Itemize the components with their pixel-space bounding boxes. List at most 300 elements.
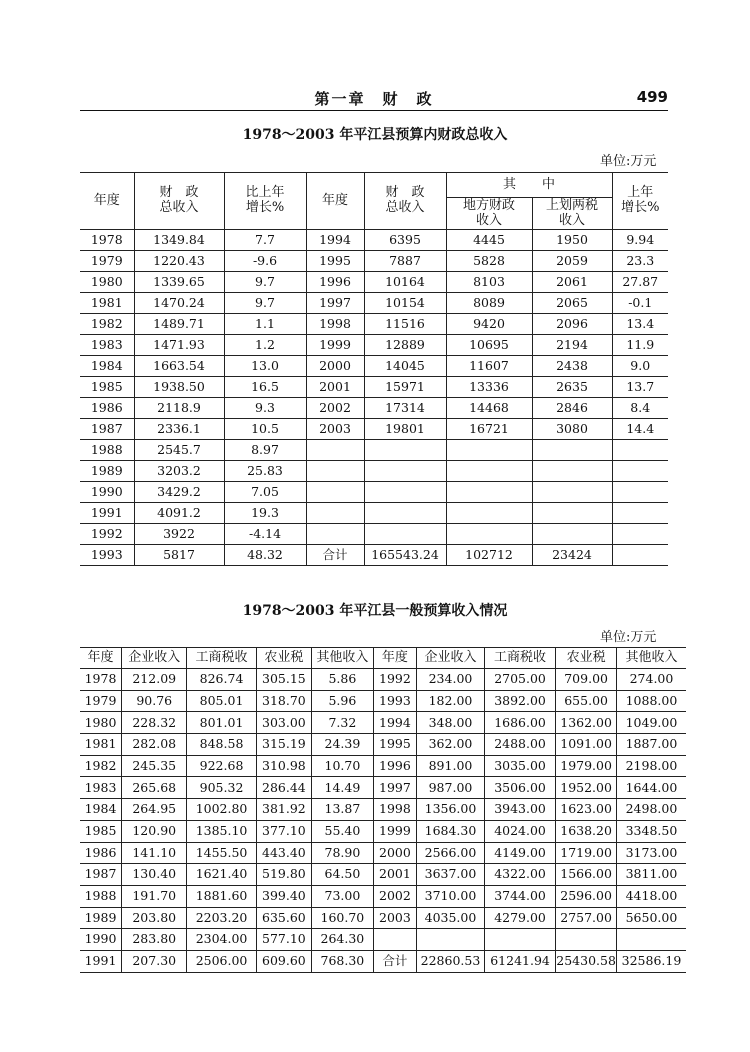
- table-cell: 1995: [373, 734, 416, 756]
- table-row: [80, 929, 686, 951]
- table-cell: [306, 482, 364, 503]
- table-cell: 4024.00: [484, 820, 555, 842]
- table-row: [80, 864, 686, 886]
- table-cell: 9.94: [612, 230, 668, 251]
- table-cell: 203.80: [122, 907, 187, 929]
- table-row: [80, 377, 668, 398]
- table-cell: 1996: [306, 272, 364, 293]
- table-cell: 61241.94: [484, 950, 555, 972]
- table-cell: 228.32: [122, 712, 187, 734]
- table-cell: 102712: [446, 545, 532, 566]
- table-row: [80, 669, 686, 691]
- table1-header-growth: 比上年 增长%: [224, 173, 306, 230]
- table-cell: 3173.00: [616, 842, 686, 864]
- table-cell: 120.90: [122, 820, 187, 842]
- table-cell: 303.00: [256, 712, 311, 734]
- table-cell: [364, 440, 446, 461]
- table-cell: [446, 503, 532, 524]
- table-cell: 1998: [306, 314, 364, 335]
- table-cell: 2003: [306, 419, 364, 440]
- table-cell: 1220.43: [134, 251, 224, 272]
- table-row: [80, 777, 686, 799]
- table-cell: 1566.00: [556, 864, 617, 886]
- table-cell: 2194: [532, 335, 612, 356]
- table1-header-total: 财 政 总收入: [134, 173, 224, 230]
- table-cell: 3203.2: [134, 461, 224, 482]
- table-cell: [306, 461, 364, 482]
- table-cell: 1996: [373, 755, 416, 777]
- table-cell: 17314: [364, 398, 446, 419]
- table-cell: 14045: [364, 356, 446, 377]
- table-cell: 443.40: [256, 842, 311, 864]
- table-cell: [612, 482, 668, 503]
- table-cell: [446, 461, 532, 482]
- table-cell: 801.01: [187, 712, 256, 734]
- table-cell: 1979: [80, 251, 134, 272]
- table-cell: 130.40: [122, 864, 187, 886]
- table1-header-local: 地方财政 收入: [446, 198, 532, 230]
- table-cell: [532, 503, 612, 524]
- table-cell: 16.5: [224, 377, 306, 398]
- table-cell: 25.83: [224, 461, 306, 482]
- table-cell: 234.00: [417, 669, 485, 691]
- table-cell: 合计: [306, 545, 364, 566]
- table-cell: 2566.00: [417, 842, 485, 864]
- table-cell: 1983: [80, 335, 134, 356]
- table-cell: 4091.2: [134, 503, 224, 524]
- table-cell: 709.00: [556, 669, 617, 691]
- table-cell: 1719.00: [556, 842, 617, 864]
- table-cell: 1887.00: [616, 734, 686, 756]
- table-row: [80, 690, 686, 712]
- table-cell: 1049.00: [616, 712, 686, 734]
- table-cell: -0.1: [612, 293, 668, 314]
- table-cell: 1986: [80, 842, 122, 864]
- table2-header-cell: 工商税收: [187, 648, 256, 669]
- table-cell: 5.96: [312, 690, 374, 712]
- table-row: [80, 356, 668, 377]
- table-cell: 9.0: [612, 356, 668, 377]
- table-cell: 768.30: [312, 950, 374, 972]
- table-cell: 1980: [80, 712, 122, 734]
- table-cell: 1989: [80, 461, 134, 482]
- table2-title: 1978～2003 年平江县一般预算收入情况: [242, 603, 508, 619]
- table-cell: 3429.2: [134, 482, 224, 503]
- table-cell: [612, 461, 668, 482]
- table-row: [80, 799, 686, 821]
- table-cell: 265.68: [122, 777, 187, 799]
- table-row: [80, 712, 686, 734]
- table-cell: 3035.00: [484, 755, 555, 777]
- table-cell: [446, 482, 532, 503]
- table-cell: 3710.00: [417, 885, 485, 907]
- table-cell: 1684.30: [417, 820, 485, 842]
- table-row: [80, 482, 668, 503]
- table-cell: 4279.00: [484, 907, 555, 929]
- table2-header-cell: 农业税: [256, 648, 311, 669]
- table-cell: 2635: [532, 377, 612, 398]
- table-row: [80, 907, 686, 929]
- table-cell: 274.00: [616, 669, 686, 691]
- table-cell: 2003: [373, 907, 416, 929]
- table-cell: 160.70: [312, 907, 374, 929]
- table-cell: 3348.50: [616, 820, 686, 842]
- table-cell: 2498.00: [616, 799, 686, 821]
- table-cell: 1982: [80, 755, 122, 777]
- table-cell: 1978: [80, 669, 122, 691]
- table2-header-cell: 工商税收: [484, 648, 555, 669]
- table-cell: 1979.00: [556, 755, 617, 777]
- table-cell: 2488.00: [484, 734, 555, 756]
- table-cell: 7887: [364, 251, 446, 272]
- table2-header-cell: 年度: [373, 648, 416, 669]
- table-cell: 1998: [373, 799, 416, 821]
- table-cell: 3744.00: [484, 885, 555, 907]
- table-cell: 3943.00: [484, 799, 555, 821]
- table-cell: 1002.80: [187, 799, 256, 821]
- table-cell: 48.32: [224, 545, 306, 566]
- table-cell: 2001: [373, 864, 416, 886]
- table-cell: [373, 929, 416, 951]
- table-cell: 12889: [364, 335, 446, 356]
- table-cell: -9.6: [224, 251, 306, 272]
- table-cell: 2065: [532, 293, 612, 314]
- table-cell: 3811.00: [616, 864, 686, 886]
- table-cell: 1339.65: [134, 272, 224, 293]
- table-cell: 23.3: [612, 251, 668, 272]
- table-cell: 11607: [446, 356, 532, 377]
- table-cell: 8103: [446, 272, 532, 293]
- table1-header-year: 年度: [80, 173, 134, 230]
- table-cell: 245.35: [122, 755, 187, 777]
- table-cell: 8.97: [224, 440, 306, 461]
- table-cell: 1999: [373, 820, 416, 842]
- table-cell: 4445: [446, 230, 532, 251]
- table-cell: 305.15: [256, 669, 311, 691]
- table-cell: 32586.19: [616, 950, 686, 972]
- table-cell: 1978: [80, 230, 134, 251]
- table-cell: [446, 524, 532, 545]
- table-cell: 19801: [364, 419, 446, 440]
- table-cell: 1985: [80, 820, 122, 842]
- table-cell: 4149.00: [484, 842, 555, 864]
- table-cell: [612, 524, 668, 545]
- table-cell: 609.60: [256, 950, 311, 972]
- table1-body: [80, 230, 668, 566]
- table-cell: 283.80: [122, 929, 187, 951]
- table-cell: 24.39: [312, 734, 374, 756]
- table-cell: 10164: [364, 272, 446, 293]
- table-cell: 1470.24: [134, 293, 224, 314]
- table-cell: [616, 929, 686, 951]
- table-cell: 207.30: [122, 950, 187, 972]
- table1-header-year2: 年度: [306, 173, 364, 230]
- table-row: [80, 524, 668, 545]
- table-cell: 1349.84: [134, 230, 224, 251]
- table-cell: 13336: [446, 377, 532, 398]
- table-cell: 922.68: [187, 755, 256, 777]
- table-cell: 182.00: [417, 690, 485, 712]
- table-row: [80, 950, 686, 972]
- table-row: [80, 734, 686, 756]
- table-cell: 141.10: [122, 842, 187, 864]
- table-row: [80, 842, 686, 864]
- table-cell: 2203.20: [187, 907, 256, 929]
- table-cell: 1621.40: [187, 864, 256, 886]
- table-row: [80, 230, 668, 251]
- table-cell: [532, 440, 612, 461]
- table-cell: 1686.00: [484, 712, 555, 734]
- table-cell: 381.92: [256, 799, 311, 821]
- table-cell: 1990: [80, 482, 134, 503]
- table-cell: 2705.00: [484, 669, 555, 691]
- table-cell: 15971: [364, 377, 446, 398]
- table-cell: 5.86: [312, 669, 374, 691]
- table-cell: 212.09: [122, 669, 187, 691]
- table-cell: 1991: [80, 503, 134, 524]
- table-row: [80, 440, 668, 461]
- table-cell: 6395: [364, 230, 446, 251]
- table-cell: 1.1: [224, 314, 306, 335]
- table-cell: [306, 440, 364, 461]
- table-cell: [446, 440, 532, 461]
- table-cell: 1993: [373, 690, 416, 712]
- table1-title: 1978～2003 年平江县预算内财政总收入: [242, 127, 508, 143]
- page-header: [80, 86, 668, 111]
- table-cell: 4418.00: [616, 885, 686, 907]
- table-cell: 2118.9: [134, 398, 224, 419]
- table2-header-cell: 农业税: [556, 648, 617, 669]
- table-cell: 264.95: [122, 799, 187, 821]
- table-cell: 362.00: [417, 734, 485, 756]
- table-cell: 1.2: [224, 335, 306, 356]
- table-cell: 282.08: [122, 734, 187, 756]
- table-cell: 1663.54: [134, 356, 224, 377]
- table-cell: 1990: [80, 929, 122, 951]
- table-cell: [532, 482, 612, 503]
- table-cell: 7.05: [224, 482, 306, 503]
- table-cell: 14.49: [312, 777, 374, 799]
- table-cell: 1362.00: [556, 712, 617, 734]
- table-cell: 2545.7: [134, 440, 224, 461]
- table-cell: 5650.00: [616, 907, 686, 929]
- table-cell: 10.70: [312, 755, 374, 777]
- table-cell: 1987: [80, 419, 134, 440]
- table-cell: 286.44: [256, 777, 311, 799]
- table2-header-cell: 企业收入: [122, 648, 187, 669]
- table-row: [80, 251, 668, 272]
- table-cell: 2061: [532, 272, 612, 293]
- table-cell: 635.60: [256, 907, 311, 929]
- table-cell: 905.32: [187, 777, 256, 799]
- table-row: [80, 503, 668, 524]
- table-cell: 1982: [80, 314, 134, 335]
- table-cell: 1981: [80, 293, 134, 314]
- table-cell: [364, 524, 446, 545]
- table-cell: 1984: [80, 799, 122, 821]
- table-cell: 1489.71: [134, 314, 224, 335]
- table-cell: [612, 440, 668, 461]
- table-cell: 2757.00: [556, 907, 617, 929]
- table2-general-budget-revenue: [80, 647, 686, 973]
- table-cell: 16721: [446, 419, 532, 440]
- table-cell: [364, 503, 446, 524]
- table-cell: 1997: [306, 293, 364, 314]
- table-cell: 1992: [373, 669, 416, 691]
- table-cell: 2002: [306, 398, 364, 419]
- table-cell: 891.00: [417, 755, 485, 777]
- table-cell: 8089: [446, 293, 532, 314]
- table-row: [80, 419, 668, 440]
- table-cell: 1991: [80, 950, 122, 972]
- table-cell: 2000: [306, 356, 364, 377]
- table-cell: 310.98: [256, 755, 311, 777]
- table-cell: [364, 461, 446, 482]
- table-cell: 1638.20: [556, 820, 617, 842]
- table-cell: 14468: [446, 398, 532, 419]
- table-cell: 2846: [532, 398, 612, 419]
- table-cell: 14.4: [612, 419, 668, 440]
- table-cell: 1952.00: [556, 777, 617, 799]
- table-cell: 2000: [373, 842, 416, 864]
- table-cell: 1988: [80, 885, 122, 907]
- table-cell: 19.3: [224, 503, 306, 524]
- table-cell: 1983: [80, 777, 122, 799]
- table-cell: 10695: [446, 335, 532, 356]
- table2-body: [80, 669, 686, 973]
- table-cell: [364, 482, 446, 503]
- page-number: 499: [636, 88, 668, 106]
- table-cell: 9420: [446, 314, 532, 335]
- table-cell: 4035.00: [417, 907, 485, 929]
- table-cell: 10154: [364, 293, 446, 314]
- table-cell: [532, 461, 612, 482]
- table-cell: 2336.1: [134, 419, 224, 440]
- table-cell: 264.30: [312, 929, 374, 951]
- table-cell: 987.00: [417, 777, 485, 799]
- table-cell: 1994: [373, 712, 416, 734]
- table-cell: 1455.50: [187, 842, 256, 864]
- table-cell: 2002: [373, 885, 416, 907]
- table-cell: 9.3: [224, 398, 306, 419]
- table2-header-cell: 年度: [80, 648, 122, 669]
- table-cell: 1623.00: [556, 799, 617, 821]
- table-cell: 25430.58: [556, 950, 617, 972]
- table-cell: 1356.00: [417, 799, 485, 821]
- table-row: [80, 545, 668, 566]
- table-cell: 10.5: [224, 419, 306, 440]
- table-row: [80, 293, 668, 314]
- table-cell: 1979: [80, 690, 122, 712]
- table-cell: -4.14: [224, 524, 306, 545]
- table1-header-growth2: 上年 增长%: [612, 173, 668, 230]
- table-row: [80, 461, 668, 482]
- table-cell: 8.4: [612, 398, 668, 419]
- table-cell: 1985: [80, 377, 134, 398]
- table-cell: 11.9: [612, 335, 668, 356]
- table1-header-total2: 财 政 总收入: [364, 173, 446, 230]
- table2-header-cell: 其他收入: [616, 648, 686, 669]
- table-cell: 13.4: [612, 314, 668, 335]
- table-cell: [532, 524, 612, 545]
- table-cell: 1994: [306, 230, 364, 251]
- table-cell: [612, 545, 668, 566]
- table-row: [80, 398, 668, 419]
- table-cell: 13.87: [312, 799, 374, 821]
- table-cell: 1995: [306, 251, 364, 272]
- table-cell: 1644.00: [616, 777, 686, 799]
- table-cell: 13.7: [612, 377, 668, 398]
- table-cell: 3506.00: [484, 777, 555, 799]
- table-cell: 1993: [80, 545, 134, 566]
- table-row: [80, 314, 668, 335]
- table-row: [80, 885, 686, 907]
- table-cell: 826.74: [187, 669, 256, 691]
- table-cell: 1950: [532, 230, 612, 251]
- table-cell: 73.00: [312, 885, 374, 907]
- table-cell: 1999: [306, 335, 364, 356]
- table-cell: [612, 503, 668, 524]
- table-cell: 2001: [306, 377, 364, 398]
- table-cell: 1938.50: [134, 377, 224, 398]
- table2-header-cell: 企业收入: [417, 648, 485, 669]
- table-cell: 2596.00: [556, 885, 617, 907]
- table-cell: [556, 929, 617, 951]
- table1-unit: 单位:万元: [600, 154, 657, 169]
- table-cell: 1471.93: [134, 335, 224, 356]
- table-cell: 2304.00: [187, 929, 256, 951]
- table-cell: 4322.00: [484, 864, 555, 886]
- table-cell: 1980: [80, 272, 134, 293]
- table2-header-row: [80, 648, 686, 669]
- table1-header-of-which: 其 中: [446, 173, 612, 198]
- table-cell: 805.01: [187, 690, 256, 712]
- table-cell: 55.40: [312, 820, 374, 842]
- table-cell: 3080: [532, 419, 612, 440]
- table-cell: 22860.53: [417, 950, 485, 972]
- table-cell: 1088.00: [616, 690, 686, 712]
- table-cell: 9.7: [224, 293, 306, 314]
- table-cell: [306, 503, 364, 524]
- chapter-title: 第一章 财 政: [314, 90, 434, 108]
- table-cell: 399.40: [256, 885, 311, 907]
- table-cell: 1385.10: [187, 820, 256, 842]
- table-row: [80, 820, 686, 842]
- table-cell: 1981: [80, 734, 122, 756]
- table-cell: [417, 929, 485, 951]
- table-cell: 23424: [532, 545, 612, 566]
- table-cell: 655.00: [556, 690, 617, 712]
- table-cell: 577.10: [256, 929, 311, 951]
- table-cell: 315.19: [256, 734, 311, 756]
- table-cell: 519.80: [256, 864, 311, 886]
- table-row: [80, 755, 686, 777]
- table2-header-cell: 其他收入: [312, 648, 374, 669]
- table-cell: 13.0: [224, 356, 306, 377]
- table-cell: 318.70: [256, 690, 311, 712]
- table-cell: 合计: [373, 950, 416, 972]
- table-cell: 1881.60: [187, 885, 256, 907]
- table-cell: 2506.00: [187, 950, 256, 972]
- table-cell: 191.70: [122, 885, 187, 907]
- table1-header-upper: 上划两税 收入: [532, 198, 612, 230]
- table-cell: 1988: [80, 440, 134, 461]
- table1-fiscal-revenue: [80, 172, 668, 566]
- table-cell: 377.10: [256, 820, 311, 842]
- table-cell: 1984: [80, 356, 134, 377]
- table-cell: 27.87: [612, 272, 668, 293]
- table-cell: 1989: [80, 907, 122, 929]
